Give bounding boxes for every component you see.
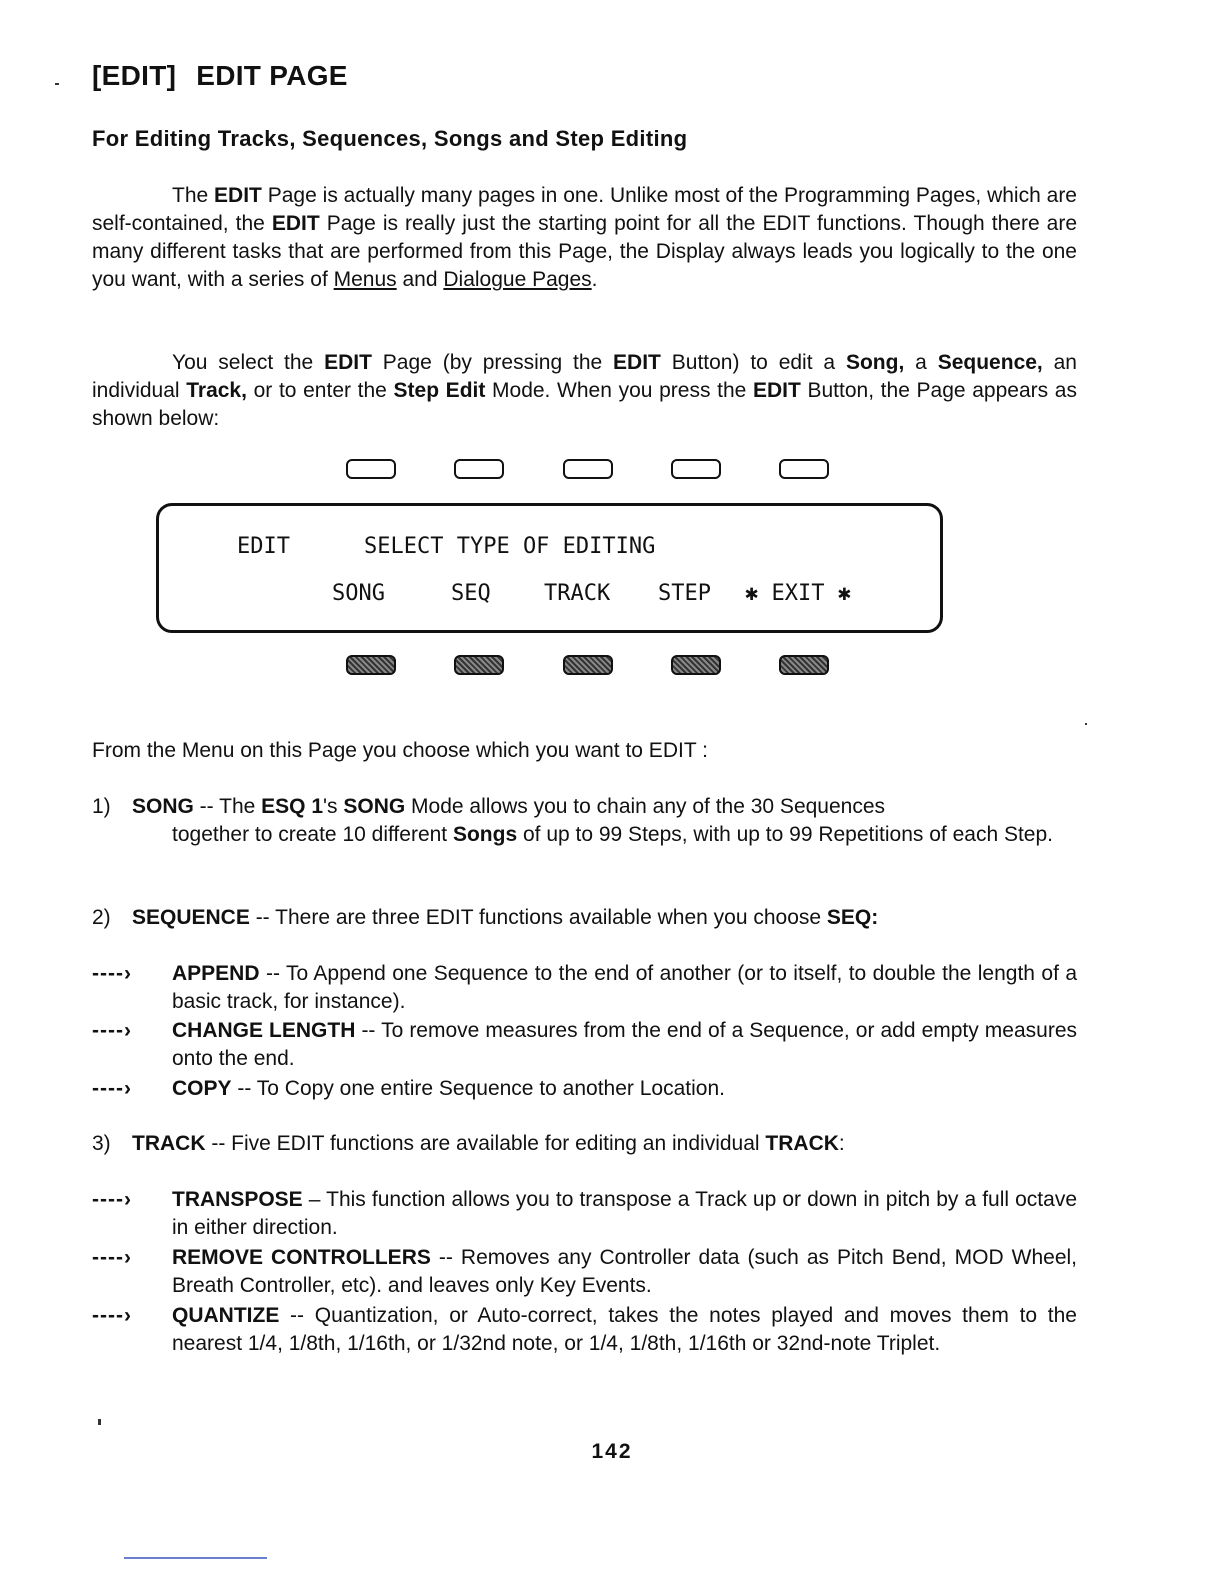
sub-item-text — [172, 1075, 1077, 1103]
page-subtitle: For Editing Tracks, Sequences, Songs and Step Editing — [92, 126, 688, 151]
sub-item-text — [172, 1302, 1077, 1358]
bold-text: EDIT — [324, 351, 372, 374]
sub-item-name: APPEND — [172, 962, 260, 985]
lcd-option-step: STEP — [658, 581, 711, 606]
lcd-option-exit: ✱ EXIT ✱ — [745, 581, 851, 606]
page-number: 142 — [591, 1440, 633, 1463]
arrow-glyph: ----› — [92, 1077, 132, 1100]
lower-soft-button-2-illustration — [454, 655, 504, 675]
lower-soft-button-5-illustration — [779, 655, 829, 675]
sub-item-name: REMOVE CONTROLLERS — [172, 1246, 431, 1269]
lower-soft-button-1-illustration — [346, 655, 396, 675]
arrow-glyph: ----› — [92, 1188, 132, 1211]
bold-text: Song, — [845, 351, 905, 374]
text: a — [904, 351, 938, 374]
sub-item-name: COPY — [172, 1077, 232, 1100]
bold-text: SONG — [343, 795, 406, 818]
item-track-heading — [92, 1130, 1082, 1158]
text: -- To remove measures from the end of a Sequence, or add empty measures onto the end. — [172, 1019, 1078, 1070]
bold-text: Songs — [452, 823, 518, 846]
text: – This function allows you to transpose a Track up or down in pitch by a full octave in either direction. — [172, 1188, 1077, 1239]
sub-item-name: TRANSPOSE — [172, 1188, 303, 1211]
item-song-body — [172, 821, 1077, 849]
bold-text: SEQ: — [826, 906, 879, 929]
bold-text: EDIT — [271, 212, 320, 235]
text: 's — [323, 795, 344, 818]
upper-soft-button-3-illustration — [563, 459, 613, 479]
text: Page (by pressing the — [371, 351, 614, 374]
item-name: SONG — [132, 795, 194, 818]
item-number: 1) — [92, 795, 111, 818]
item-song-heading — [92, 793, 1082, 821]
text: together to create 10 different — [172, 823, 453, 846]
lcd-option-track: TRACK — [544, 581, 611, 606]
lcd-option-seq: SEQ — [451, 581, 491, 606]
lcd-page-label: EDIT — [237, 534, 290, 559]
text: Button, the Page appears as shown below: — [92, 379, 1077, 430]
scan-speck — [55, 83, 59, 85]
text: The — [172, 184, 215, 207]
bottom-rule — [124, 1557, 267, 1559]
text: -- To Copy one entire Sequence to another Location. — [231, 1077, 725, 1100]
text: . — [591, 268, 598, 291]
upper-soft-button-5-illustration — [779, 459, 829, 479]
title-tag: [EDIT] — [92, 60, 177, 91]
arrow-glyph: ----› — [92, 1304, 132, 1327]
text: -- Quantization, or Auto-correct, takes the notes played and moves them to the nearest 1/4, 1/8th, 1/16th, or 1/32nd note, or 1/4, 1/8th, 1/16th or 32nd-note Triplet. — [172, 1304, 1077, 1355]
arrow-glyph: ----› — [92, 962, 132, 985]
text: an individual — [92, 351, 1077, 402]
item-number: 2) — [92, 906, 111, 929]
menu-intro: From the Menu on this Page you choose which you want to EDIT : — [92, 739, 708, 762]
text: of up to 99 Steps, with up to 99 Repetitions of each Step. — [517, 823, 1053, 846]
underlined-text: Menus — [333, 268, 397, 291]
text: Page is really just the starting point for all the EDIT functions. Though there are many different tasks that are performed from this Page, the Display always leads you logically to the one you want, with a series of — [92, 212, 1078, 291]
text: -- Five EDIT functions are available for editing an individual — [205, 1132, 766, 1155]
sub-item-text — [172, 960, 1077, 1016]
arrow-glyph: ----› — [92, 1246, 132, 1269]
item-number: 3) — [92, 1132, 111, 1155]
arrow-glyph: ----› — [92, 1019, 132, 1042]
lower-soft-button-4-illustration — [671, 655, 721, 675]
sub-item-name: CHANGE LENGTH — [172, 1019, 356, 1042]
sub-item-name: QUANTIZE — [172, 1304, 280, 1327]
bold-text: EDIT — [214, 184, 262, 207]
item-name: TRACK — [132, 1132, 206, 1155]
lcd-option-song: SONG — [332, 581, 385, 606]
bold-text: ESQ 1 — [261, 795, 324, 818]
text: Mode. When you press the — [485, 379, 753, 402]
bold-text: Sequence, — [937, 351, 1043, 374]
text: Page is actually many pages in one. Unlike most of the Programming Pages, which are self-contained, the — [92, 184, 1077, 235]
text: -- To Append one Sequence to the end of another (or to itself, to double the length of a basic track, for instance). — [172, 962, 1077, 1013]
text: -- The — [193, 795, 262, 818]
bold-text: Step Edit — [393, 379, 486, 402]
page-title — [92, 60, 348, 92]
bold-text: EDIT — [613, 351, 661, 374]
text: or to enter the — [246, 379, 394, 402]
bold-text: TRACK — [765, 1132, 839, 1155]
text: : — [838, 1132, 845, 1155]
lower-soft-button-3-illustration — [563, 655, 613, 675]
upper-soft-button-4-illustration — [671, 459, 721, 479]
sub-item-text — [172, 1244, 1077, 1300]
text: Mode allows you to chain any of the 30 Sequences — [405, 795, 886, 818]
text: -- Removes any Controller data (such as Pitch Bend, MOD Wheel, Breath Controller, etc). and leaves only Key Events. — [172, 1246, 1077, 1297]
underlined-text: Dialogue Pages — [443, 268, 592, 291]
bold-text: Track, — [186, 379, 247, 402]
intro-paragraph-1 — [92, 182, 1077, 294]
lcd-display-illustration — [156, 503, 943, 633]
text: Button) to edit a — [660, 351, 846, 374]
intro-paragraph-2 — [92, 349, 1077, 433]
title-text: EDIT PAGE — [196, 60, 348, 91]
sub-item-text — [172, 1186, 1077, 1242]
item-name: SEQUENCE — [132, 906, 250, 929]
text: You select the — [172, 351, 325, 374]
bold-text: EDIT — [752, 379, 801, 402]
lcd-prompt: SELECT TYPE OF EDITING — [364, 534, 656, 559]
upper-soft-button-2-illustration — [454, 459, 504, 479]
scan-speck — [1085, 723, 1087, 725]
text: -- There are three EDIT functions available when you choose — [249, 906, 827, 929]
item-sequence-heading — [92, 904, 1082, 932]
sub-item-text — [172, 1017, 1077, 1073]
scan-speck — [98, 1419, 101, 1425]
text: and — [396, 268, 444, 291]
upper-soft-button-1-illustration — [346, 459, 396, 479]
